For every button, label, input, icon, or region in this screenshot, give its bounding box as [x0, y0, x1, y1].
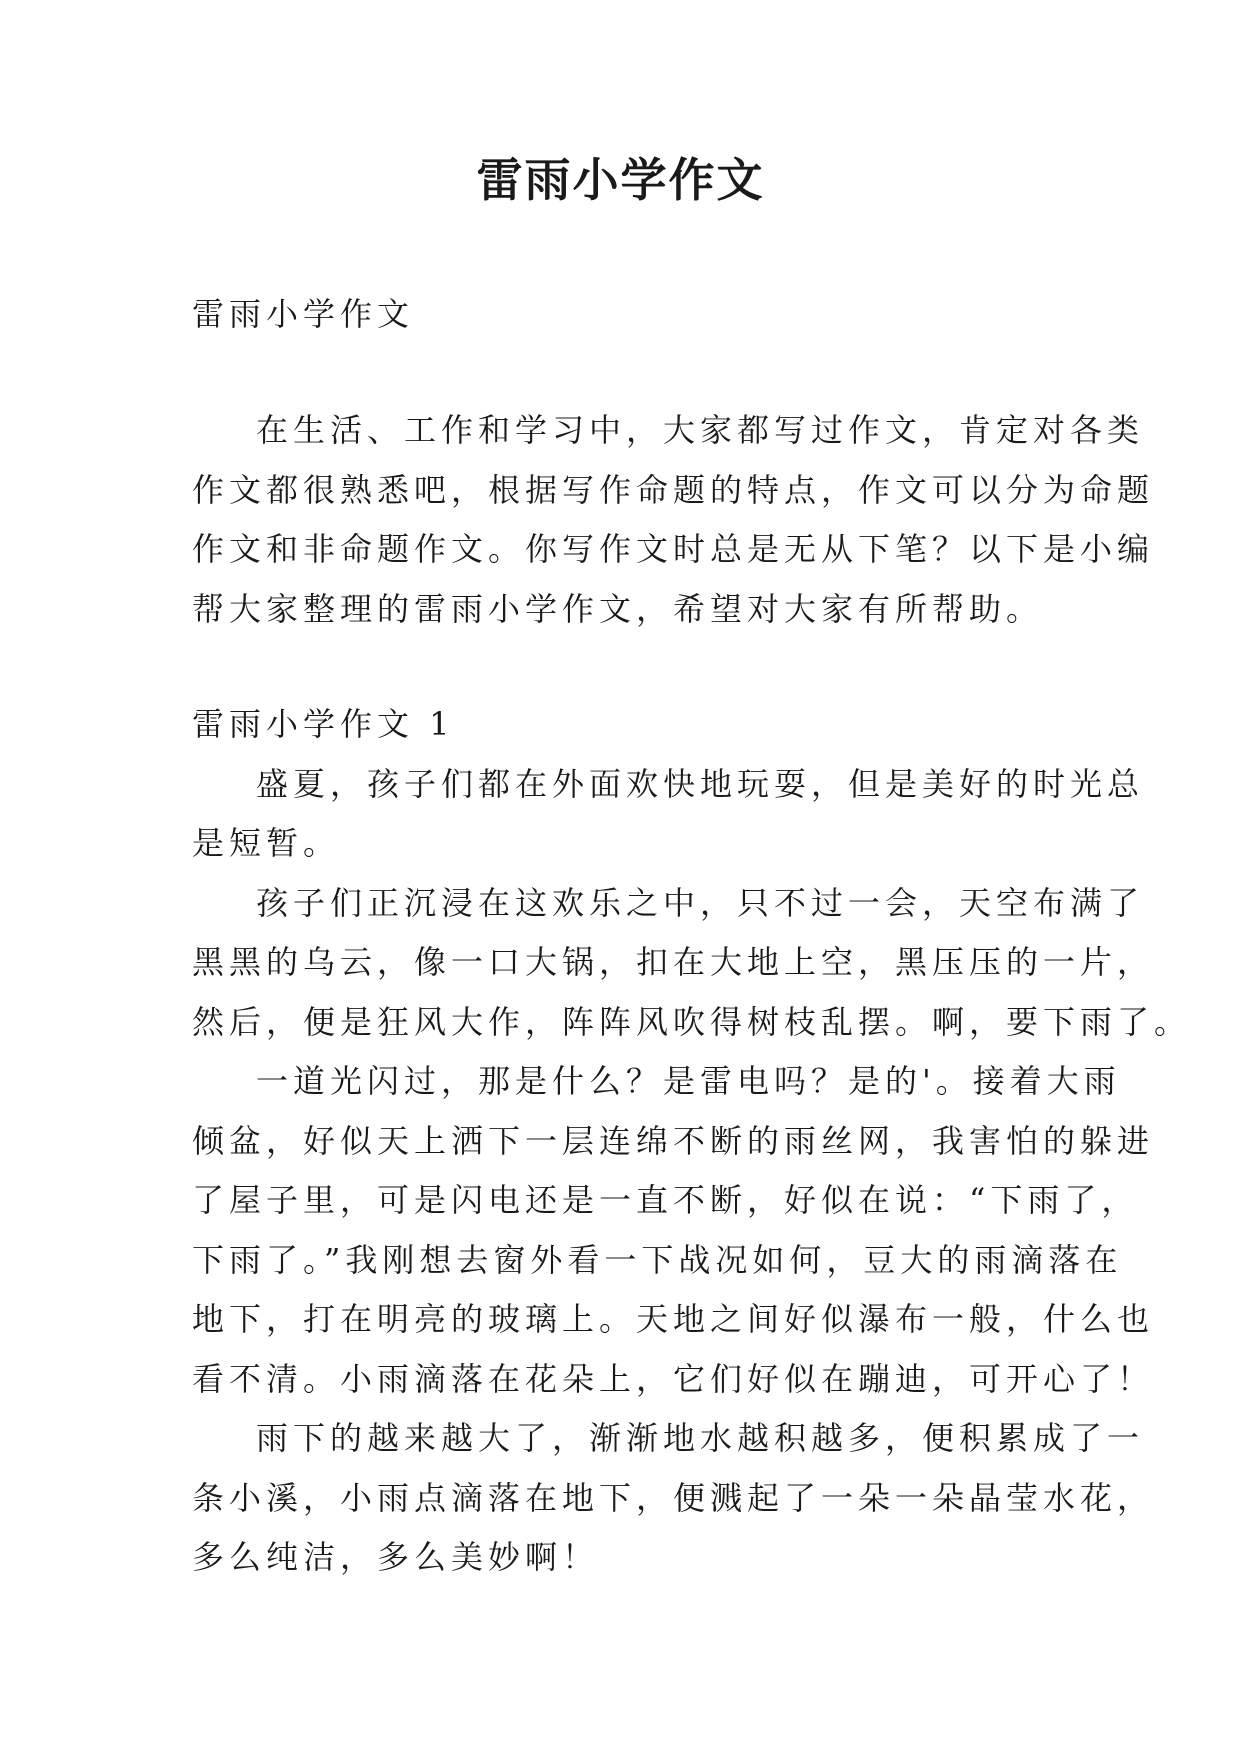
body-line: 了屋子里，可是闪电还是一直不断，好似在说：“下雨了， — [192, 1181, 1139, 1219]
body-line: 是短暂。 — [192, 824, 341, 862]
body-line: 盛夏，孩子们都在外面欢快地玩耍，但是美好的时光总 — [256, 765, 1145, 803]
intro-line: 帮大家整理的雷雨小学作文，希望对大家有所帮助。 — [192, 590, 1044, 628]
body-line: 看不清。小雨滴落在花朵上，它们好似在蹦迪，可开心了！ — [192, 1360, 1155, 1398]
document-subtitle: 雷雨小学作文 — [192, 295, 415, 333]
section-heading: 雷雨小学作文 1 — [192, 705, 455, 743]
body-line: 雨下的越来越大了，渐渐地水越积越多，便积累成了一 — [256, 1419, 1145, 1457]
body-line: 倾盆，好似天上洒下一层连绵不断的雨丝网，我害怕的躲进 — [192, 1122, 1155, 1160]
intro-line: 作文和非命题作文。你写作文时总是无从下笔？以下是小编 — [192, 530, 1155, 568]
body-line: 地下，打在明亮的玻璃上。天地之间好似瀑布一般，什么也 — [192, 1300, 1155, 1338]
body-line: 下雨了。”我刚想去窗外看一下战况如何，豆大的雨滴落在 — [192, 1241, 1123, 1279]
body-line: 一道光闪过，那是什么？是雷电吗？是的'。接着大雨 — [256, 1062, 1121, 1100]
body-line: 然后，便是狂风大作，阵阵风吹得树枝乱摆。啊，要下雨了。 — [192, 1003, 1192, 1041]
intro-line: 在生活、工作和学习中，大家都写过作文，肯定对各类 — [256, 411, 1145, 449]
body-line: 孩子们正沉浸在这欢乐之中，只不过一会，天空布满了 — [256, 884, 1145, 922]
intro-line: 作文都很熟悉吧，根据写作命题的特点，作文可以分为命题 — [192, 471, 1155, 509]
body-line: 条小溪，小雨点滴落在地下，便溅起了一朵一朵晶莹水花， — [192, 1479, 1155, 1517]
document-title: 雷雨小学作文 — [476, 153, 765, 207]
body-line: 多么纯洁，多么美妙啊！ — [192, 1538, 600, 1576]
body-line: 黑黑的乌云，像一口大锅，扣在大地上空，黑压压的一片， — [192, 943, 1155, 981]
